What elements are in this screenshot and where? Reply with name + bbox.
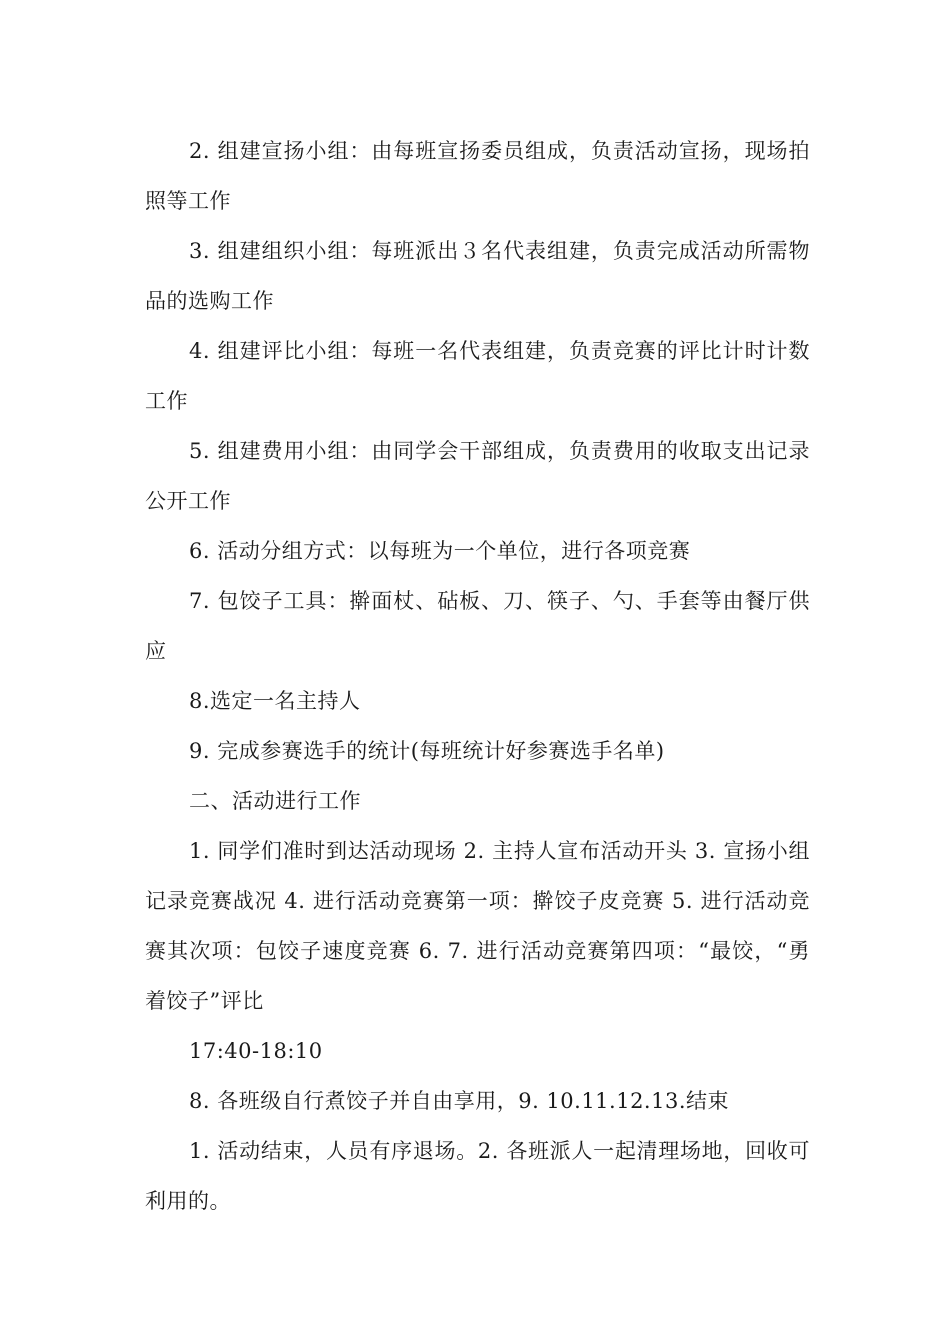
paragraph-item-7-dumpling-tools: 7. 包饺子工具：擀面杖、砧板、刀、筷子、勺、手套等由餐厅供应 bbox=[145, 589, 810, 663]
paragraph-cooking-and-end: 8. 各班级自行煮饺子并自由享用，9. 10.11.12.13.结束 bbox=[189, 1089, 730, 1113]
paragraph-item-4-judging-group: 4. 组建评比小组：每班一名代表组建，负责竞赛的评比计时计数工作 bbox=[145, 339, 810, 413]
paragraph-activity-steps: 1. 同学们准时到达活动现场 2. 主持人宣布活动开头 3. 宣扬小组记录竞赛战况 4. 进行活动竞赛第一项：擀饺子皮竞赛 5. 进行活动竞赛其次项：包饺子速度竞赛 6. 7. 进行活动竞赛第四项：“最饺，“勇着饺子”评比 bbox=[145, 839, 810, 1013]
paragraph-item-9-participants: 9. 完成参赛选手的统计(每班统计好参赛选手名单) bbox=[189, 739, 665, 763]
paragraph-item-8-host: 8.选定一名主持人 bbox=[189, 689, 361, 713]
paragraph-time-range: 17:40-18:10 bbox=[189, 1039, 323, 1063]
paragraph-item-6-grouping-method: 6. 活动分组方式：以每班为一个单位，进行各项竞赛 bbox=[189, 539, 691, 563]
paragraph-item-3-organizing-group: 3. 组建组织小组：每班派出３名代表组建，负责完成活动所需物品的选购工作 bbox=[145, 239, 810, 313]
paragraph-item-5-finance-group: 5. 组建费用小组：由同学会干部组成，负责费用的收取支出记录公开工作 bbox=[145, 439, 810, 513]
document-body bbox=[145, 126, 810, 1226]
section-heading-activity-progress: 二、活动进行工作 bbox=[189, 789, 361, 813]
paragraph-cleanup: 1. 活动结束，人员有序退场。2. 各班派人一起清理场地，回收可利用的。 bbox=[145, 1139, 810, 1213]
paragraph-item-2-publicity-group: 2. 组建宣扬小组：由每班宣扬委员组成，负责活动宣扬，现场拍照等工作 bbox=[145, 139, 810, 213]
